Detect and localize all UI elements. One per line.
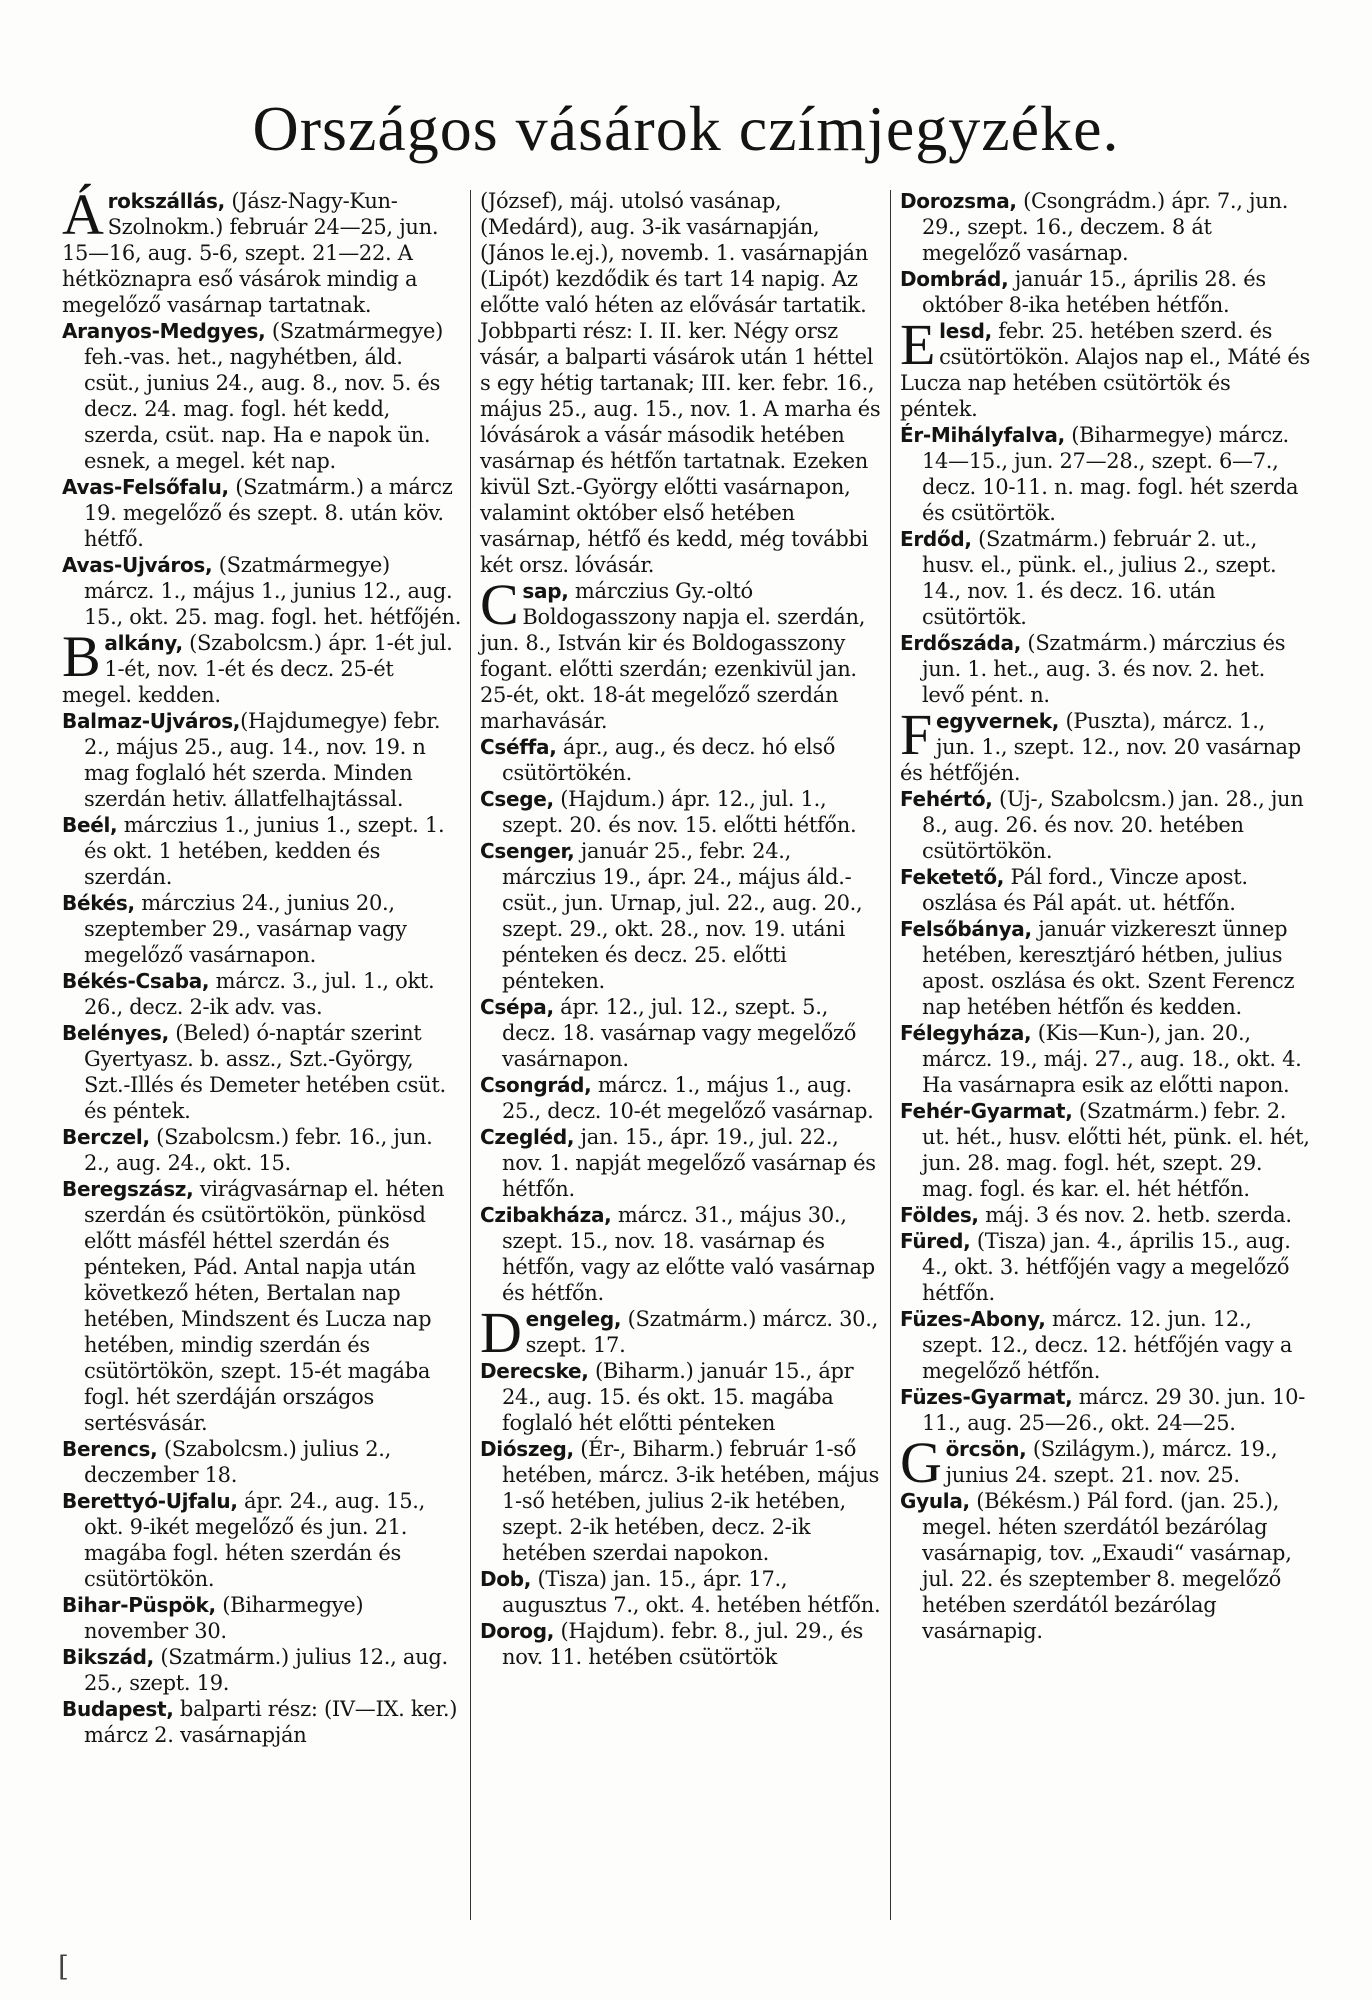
place-name: Berettyó-Ujfalu, [62, 1489, 238, 1513]
fair-entry [62, 708, 464, 812]
fair-dates: márczius Gy.-oltó Boldogasszony napja el. szerdán, jun. 8., István kir és Boldogasszony fogant. előtti szerdán; ezenkivül jan. 25-ét, okt. 18-át megelőző szerdán marhavásár. [480, 579, 866, 733]
place-name: Dorog, [480, 1619, 555, 1643]
fair-entry [62, 182, 464, 318]
fair-entry [62, 1488, 464, 1592]
place-name: Feketető, [900, 865, 1005, 889]
fair-dates: virágvasárnap el. héten szerdán és csütörtökön, pünkösd előtt másfél héttel szerdán és pénteken, Pád. Antal napja után következő héten, Bertalan nap hetében, Mindszent és Lucza nap hetében, mindig szerdán és csütörtökön, szept. 15-ét magába fogl. hét szerdáján országos sertésvásár. [84, 1177, 445, 1435]
fair-entry [900, 1020, 1310, 1098]
fair-dates: márcz. 31., május 30., szept. 15., nov. 18. vasárnap és hétfőn, vagy az előtte való vasárnap és hétfőn. [502, 1203, 875, 1305]
fair-dates: (Hajdum). febr. 8., jul. 29., és nov. 11. hetében csütörtök [502, 1619, 863, 1669]
place-name: sap, [522, 579, 569, 603]
fair-entry [480, 786, 885, 838]
fair-entry [480, 1072, 885, 1124]
fair-dates: (Szatmárm.) a márcz 19. megelőző és szept. 8. után köv. hétfő. [84, 475, 453, 551]
place-name: Füred, [900, 1229, 971, 1253]
fair-entry [62, 812, 464, 890]
fair-dates: márcz. 12. jun. 12., szept. 12., decz. 12. hétfőjén vagy a megelőző hétfőn. [922, 1307, 1293, 1383]
fair-dates: (Uj-, Szabolcsm.) jan. 28., jun 8., aug. 26. és nov. 20. hetében csütörtökön. [922, 787, 1304, 863]
place-name: alkány, [104, 631, 183, 655]
fair-dates: (Szatmármegye) feh.-vas. het., nagyhétben, áld. csüt., junius 24., aug. 8., nov. 5. és decz. 24. mag. fogl. hét kedd, szerda, csüt. nap. Ha e napok ün. esnek, a megel. két nap. [84, 319, 443, 473]
fair-entry [900, 526, 1310, 630]
fair-entry [900, 630, 1310, 708]
fair-entry [480, 734, 885, 786]
fair-entry [900, 312, 1310, 422]
fair-entry [900, 422, 1310, 526]
fair-dates: márcz. 1., május 1., aug. 25., decz. 10-ét megelőző vasárnap. [502, 1073, 874, 1123]
fair-entry [62, 1592, 464, 1644]
place-name: Berczel, [62, 1125, 150, 1149]
fair-entry [62, 552, 464, 630]
column-divider [890, 190, 891, 1920]
fair-dates: Pál ford., Vincze apost. oszlása és Pál apát. ut. hétfőn. [922, 865, 1248, 915]
fair-entry [62, 1124, 464, 1176]
page-title: Országos vásárok czímjegyzéke. [252, 93, 1120, 164]
drop-cap-initial: C [480, 572, 519, 637]
fair-entry [480, 1124, 885, 1202]
place-name: Ér-Mihályfalva, [900, 423, 1065, 447]
fair-dates: (Biharmegye) márcz. 14—15., jun. 27—28., szept. 6—7., decz. 10-11. n. mag. fogl. hét szerda és csütörtök. [922, 423, 1299, 525]
place-name: Beregszász, [62, 1177, 194, 1201]
fair-entry [62, 318, 464, 474]
fair-entry [900, 1306, 1310, 1384]
fair-dates: (Biharmegye) november 30. [84, 1593, 364, 1643]
fair-dates: ápr., aug., és decz. hó első csütörtökén. [502, 735, 836, 785]
fair-dates: (Szatmármegye) márcz. 1., május 1., junius 12., aug. 15., okt. 25. mag. fogl. het. hétfőjén. [84, 553, 462, 629]
place-name: Bihar-Püspök, [62, 1593, 216, 1617]
place-name: Dorozsma, [900, 189, 1017, 213]
place-name: engeleg, [525, 1307, 622, 1331]
fair-entry [900, 1384, 1310, 1436]
column-3 [900, 188, 1310, 1644]
fair-entry [480, 1300, 885, 1365]
fair-entry [62, 624, 464, 708]
place-name: Dob, [480, 1567, 532, 1591]
fair-dates: (Puszta), márcz. 1., jun. 1., szept. 12., nov. 20 vasárnap és hétfőjén. [900, 709, 1301, 785]
place-name: Erdőszáda, [900, 631, 1022, 655]
fair-entry [900, 1430, 1310, 1495]
fair-dates: (Szatmárm.) febr. 2. ut. hét., husv. előtti hét, pünk. el. hét, jun. 28. mag. fogl. hét, szept. 29. mag. fogl. és kar. el. hét hétfőn. [922, 1099, 1310, 1201]
fair-dates: (Szatmárm.) február 2. ut., husv. el., pünk. el., julius 2., szept. 14., nov. 1. és decz. 16. után csütörtök. [922, 527, 1277, 629]
place-name: Békés-Csaba, [62, 969, 210, 993]
fair-entry [900, 266, 1310, 318]
fair-dates: (József), máj. utolsó vasánap, (Medárd), aug. 3-ik vasárnapján, (János le.ej.), novemb. 1. vasárnapján (Lipót) kezdődik és tart 14 napig. Az előtte való héten az elővásár tartatik. Jobbparti rész: I. II. ker. Négy orsz vásár, a balparti vásárok után 1 héttel s egy hétig tartanak; III. ker. febr. 16., május 25., aug. 15., nov. 1. A marha és lóvásárok a vásár második hetében vasárnap és hétfőn tartatnak. Ezeken kivül Szt.-György előtti vasárnapon, valamint október első hetében vasárnap, hétfő és kedd, még további két orsz. lóvásár. [480, 189, 881, 577]
place-name: Derecske, [480, 1359, 589, 1383]
fair-dates: (Békésm.) Pál ford. (jan. 25.), megel. héten szerdától bezárólag vasárnapig, tov. „Exaudi“ vasárnap, jul. 22. és szeptember 8. megelőző hetében szerdától bezárólag vasárnapig. [922, 1489, 1292, 1643]
place-name: Bikszád, [62, 1645, 154, 1669]
fair-dates: (Ér-, Biharm.) február 1-ső hetében, márcz. 3-ik hetében, május 1-ső hetében, julius 2-ik hetében, szept. 2-ik hetében, decz. 2-ik hetében szerdai napokon. [502, 1437, 880, 1565]
place-name: Czibakháza, [480, 1203, 612, 1227]
fair-entry [900, 1202, 1310, 1228]
fair-entry [900, 864, 1310, 916]
place-name: Avas-Felsőfalu, [62, 475, 229, 499]
fair-dates: (Szabolcsm.) febr. 16., jun. 2., aug. 24., okt. 15. [84, 1125, 433, 1175]
fair-entry [62, 1436, 464, 1488]
place-name: Félegyháza, [900, 1021, 1032, 1045]
place-name: Erdőd, [900, 527, 972, 551]
entry-continuation [480, 188, 885, 578]
fair-entry [62, 474, 464, 552]
fair-dates: (Beled) ó-naptár szerint Gyertyasz. b. assz., Szt.-György, Szt.-Illés és Demeter hetében csüt. és péntek. [84, 1021, 446, 1123]
column-2 [480, 188, 885, 1670]
fair-dates: (Szilágym.), márcz. 19., junius 24. szept. 21. nov. 25. [945, 1437, 1278, 1487]
fair-dates: máj. 3 és nov. 2. hetb. szerda. [978, 1203, 1292, 1227]
place-name: Füzes-Gyarmat, [900, 1385, 1073, 1409]
fair-dates: ápr. 24., aug. 15., okt. 9-ikét megelőző és jun. 21. magába fogl. héten szerdán és csütörtökön. [84, 1489, 426, 1591]
fair-dates: (Tisza) jan. 15., ápr. 17., augusztus 7., okt. 4. hetében hétfőn. [502, 1567, 881, 1617]
fair-dates: (Szatmárm.) julius 12., aug. 25., szept. 19. [84, 1645, 448, 1695]
drop-cap-initial: D [480, 1300, 522, 1365]
place-name: egyvernek, [935, 709, 1060, 733]
fair-entry [480, 1436, 885, 1566]
place-name: Csenger, [480, 839, 575, 863]
fair-entry [480, 1566, 885, 1618]
fair-dates: márczius 1., junius 1., szept. 1. és okt. 1 hetében, kedden és szerdán. [84, 813, 445, 889]
place-name: Dombrád, [900, 267, 1009, 291]
place-name: Avas-Ujváros, [62, 553, 213, 577]
fair-entry [480, 838, 885, 994]
fair-dates: (Szabolcsm.) ápr. 1-ét jul. 1-ét, nov. 1-ét és decz. 25-ét megel. kedden. [62, 631, 453, 707]
place-name: Gyula, [900, 1489, 970, 1513]
place-name: Füzes-Abony, [900, 1307, 1046, 1331]
fair-dates: január vizkereszt ünnep hetében, keresztjáró hétben, julius apost. oszlása és okt. Szent Ferencz nap hetében hétfőn és kedden. [922, 917, 1295, 1019]
corner-bracket-mark: [ [58, 1950, 69, 1983]
place-name: Fehértó, [900, 787, 993, 811]
fair-entry [480, 572, 885, 734]
fair-dates: (Csongrádm.) ápr. 7., jun. 29., szept. 16., deczem. 8 át megelőző vasárnap. [922, 189, 1289, 265]
drop-cap-initial: F [900, 702, 932, 767]
place-name: Békés, [62, 891, 135, 915]
fair-dates: jan. 15., ápr. 19., jul. 22., nov. 1. napját megelőző vasárnap és hétfőn. [502, 1125, 876, 1201]
place-name: Csongrád, [480, 1073, 592, 1097]
fair-entry [900, 1488, 1310, 1644]
fair-dates: ápr. 12., jul. 12., szept. 5., decz. 18. vasárnap vagy megelőző vasárnapon. [502, 995, 857, 1071]
place-name: Czegléd, [480, 1125, 575, 1149]
place-name: Berencs, [62, 1437, 158, 1461]
fair-dates: (Szatmárm.) márcz. 30., szept. 17. [525, 1307, 878, 1357]
fair-dates: (Biharm.) január 15., ápr 24., aug. 15. és okt. 15. magába foglaló hét előtti pénteken [502, 1359, 854, 1435]
fair-entry [900, 786, 1310, 864]
fair-dates: (Jász-Nagy-Kun-Szolnokm.) február 24—25, jun. 15—16, aug. 5-6, szept. 21—22. A hétköznapra eső vásárok mindig a megelőző vasárnap tartatnak. [62, 189, 439, 317]
place-name: Földes, [900, 1203, 979, 1227]
fair-dates: január 15., április 28. és október 8-ika hetében hétfőn. [922, 267, 1266, 317]
place-name: Belényes, [62, 1021, 169, 1045]
place-name: Balmaz-Ujváros, [62, 709, 241, 733]
fair-entry [900, 1098, 1310, 1202]
fair-entry [900, 188, 1310, 266]
fair-entry [480, 1358, 885, 1436]
place-name: Felsőbánya, [900, 917, 1032, 941]
drop-cap-initial: E [900, 312, 936, 377]
fair-entry [480, 1202, 885, 1306]
fair-entry [480, 994, 885, 1072]
fair-dates: (Kis—Kun-), jan. 20., márcz. 19., máj. 27., aug. 18., okt. 4. Ha vasárnapra esik az előtti napon. [922, 1021, 1302, 1097]
place-name: Budapest, [62, 1697, 174, 1721]
place-name: Aranyos-Medgyes, [62, 319, 266, 343]
fair-dates: febr. 25. hetében szerd. és csütörtökön. Alajos nap el., Máté és Lucza nap hetében csütörtök és péntek. [900, 319, 1310, 421]
fair-entry [900, 1228, 1310, 1306]
drop-cap-initial: Á [62, 182, 104, 247]
fair-dates: (Tisza) jan. 4., április 15., aug. 4., okt. 3. hétfőjén vagy a megelőző hétfőn. [922, 1229, 1291, 1305]
fair-entry [62, 1644, 464, 1696]
place-name: rokszállás, [107, 189, 225, 213]
place-name: Csege, [480, 787, 554, 811]
fair-entry [62, 1696, 464, 1748]
place-name: Diószeg, [480, 1437, 574, 1461]
place-name: Csépa, [480, 995, 554, 1019]
drop-cap-initial: B [62, 624, 101, 689]
fair-dates: balparti rész: (IV—IX. ker.) márcz 2. vasárnapján [84, 1697, 458, 1747]
fair-entry [900, 916, 1310, 1020]
column-1 [62, 182, 464, 1748]
fair-entry [900, 702, 1310, 786]
fair-dates: (Szabolcsm.) julius 2., deczember 18. [84, 1437, 392, 1487]
column-divider [470, 190, 471, 1920]
fair-dates: (Hajdum.) ápr. 12., jul. 1., szept. 20. és nov. 15. előtti hétfőn. [502, 787, 857, 837]
fair-dates: január 25., febr. 24., márczius 19., ápr. 24., május áld.-csüt., jun. Urnap, jul. 22., aug. 20., szept. 29., okt. 28., nov. 19. utáni pénteken és decz. 25. előtti pénteken. [502, 839, 863, 993]
fair-dates: (Hajdumegye) febr. 2., május 25., aug. 14., nov. 19. n mag foglaló hét szerda. Minden szerdán hetiv. állatfelhajtással. [84, 709, 441, 811]
fair-dates: márczius 24., junius 20., szeptember 29., vasárnap vagy megelőző vasárnapon. [84, 891, 407, 967]
place-name: Fehér-Gyarmat, [900, 1099, 1073, 1123]
place-name: Beél, [62, 813, 118, 837]
fair-entry [62, 968, 464, 1020]
place-name: örcsön, [945, 1437, 1027, 1461]
place-name: lesd, [939, 319, 992, 343]
fair-entry [62, 1020, 464, 1124]
place-name: Cséffa, [480, 735, 557, 759]
drop-cap-initial: G [900, 1430, 942, 1495]
fair-dates: márcz. 3., jul. 1., okt. 26., decz. 2-ik adv. vas. [84, 969, 435, 1019]
fair-entry [62, 890, 464, 968]
fair-dates: márcz. 29 30. jun. 10-11., aug. 25—26., okt. 24—25. [922, 1385, 1306, 1435]
fair-entry [62, 1176, 464, 1436]
fair-entry [480, 1618, 885, 1670]
fair-dates: (Szatmárm.) márczius és jun. 1. het., aug. 3. és nov. 2. het. levő pént. n. [922, 631, 1286, 707]
